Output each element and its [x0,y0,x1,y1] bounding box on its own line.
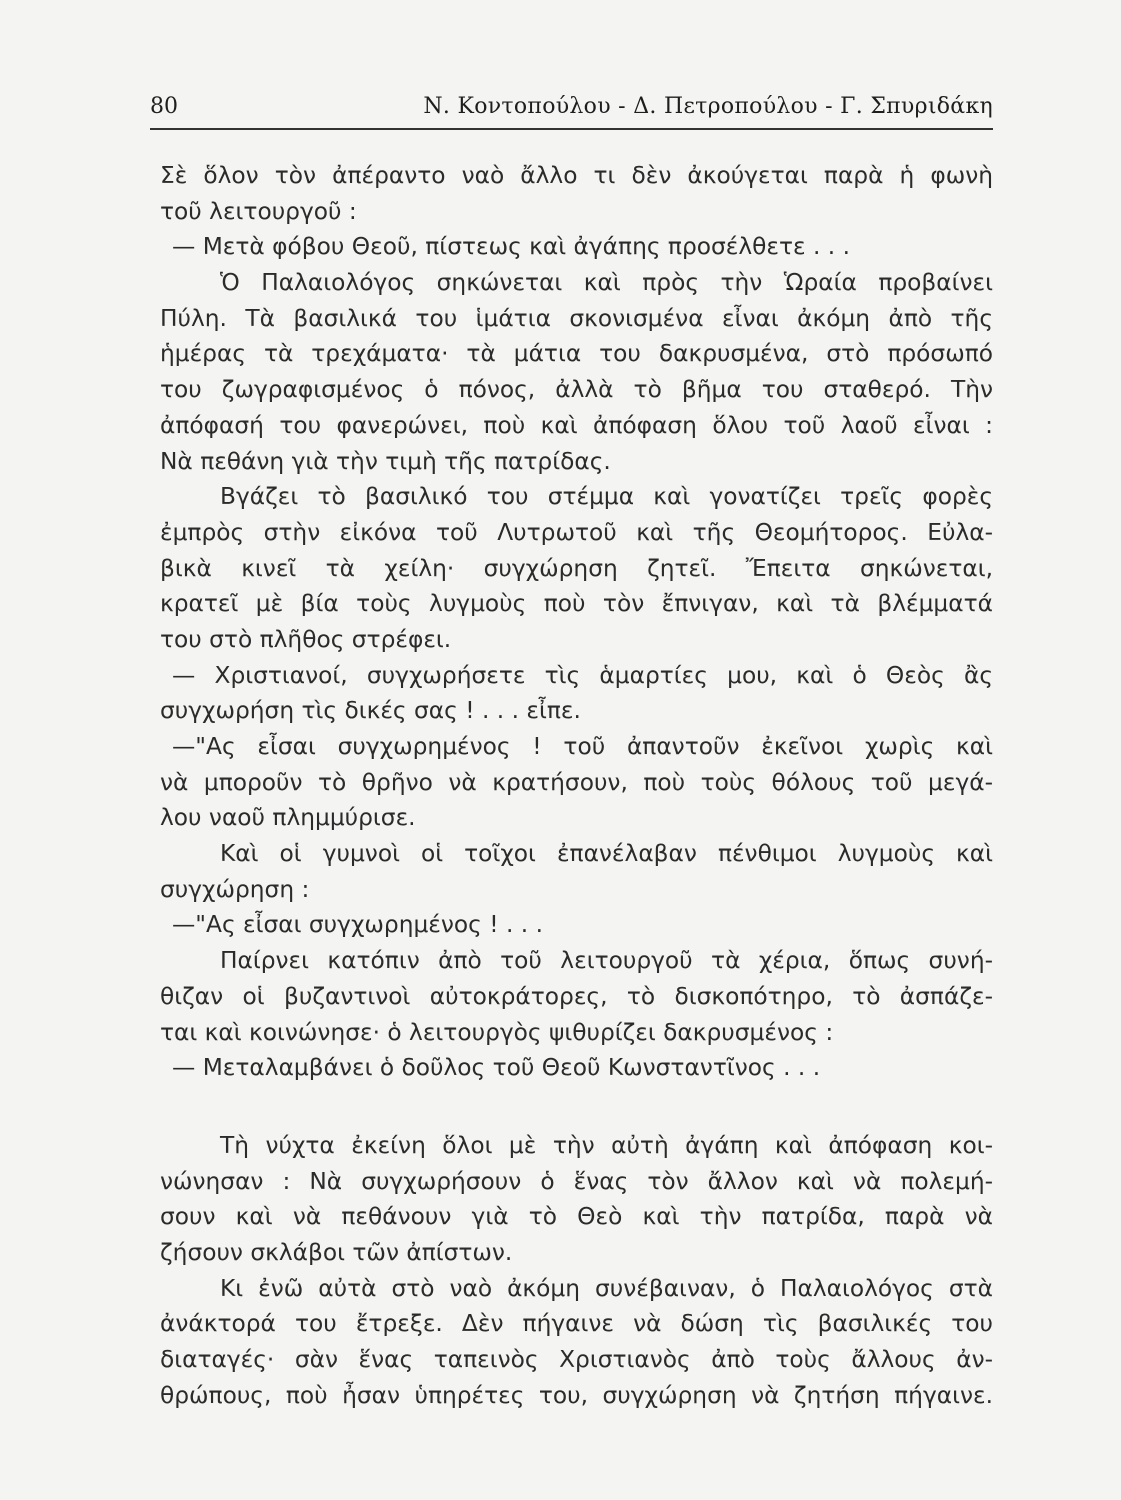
text-line: ἀπόφασή του φανερώνει, ποὺ καὶ ἀπόφαση ὅλου τοῦ λαοῦ εἶναι : [160,411,993,439]
text-line: του στὸ πλῆθος στρέφει. [160,625,452,653]
text-line: σουν καὶ νὰ πεθάνουν γιὰ τὸ Θεὸ καὶ τὴν πατρίδα, παρὰ νὰ [160,1203,993,1231]
text-line: θρώπους, ποὺ ἦσαν ὑπηρέτες του, συγχώρηση νὰ ζητήση πήγαινε. [160,1381,993,1409]
text-line: λου ναοῦ πλημμύρισε. [160,804,416,832]
text-line: θιζαν οἱ βυζαντινοὶ αὐτοκράτορες, τὸ δισκοπότηρο, τὸ ἀσπάζε- [160,982,993,1010]
text-line: τοῦ λειτουργοῦ : [160,197,357,225]
running-head: Ν. Κοντοπούλου - Δ. Πετροπούλου - Γ. Σπυριδάκη [423,94,993,119]
text-line: —"Ας εἶσαι συγχωρημένος ! . . . [172,911,543,939]
text-line: του ζωγραφισμένος ὁ πόνος, ἀλλὰ τὸ βῆμα του σταθερό. Τὴν [160,376,993,404]
body-text [160,158,993,1413]
text-line: — Χριστιανοί, συγχωρήσετε τὶς ἁμαρτίες μου, καὶ ὁ Θεὸς ἂς [172,661,993,689]
text-line: διαταγές· σὰν ἕνας ταπεινὸς Χριστιανὸς ἀπὸ τοὺς ἄλλους ἀν- [160,1346,993,1373]
text-line: συγχώρηση : [160,875,310,903]
text-line: Πύλη. Τὰ βασιλικά του ἱμάτια σκονισμένα εἶναι ἀκόμη ἀπὸ τῆς [160,304,993,332]
text-line: —"Ας εἶσαι συγχωρημένος ! τοῦ ἀπαντοῦν ἐκεῖνοι χωρὶς καὶ [172,733,993,760]
text-line: ἀνάκτορά του ἔτρεξε. Δὲν πήγαινε νὰ δώση τὶς βασιλικές του [160,1310,993,1338]
page-header [150,94,993,130]
text-line: ἡμέρας τὰ τρεχάματα· τὰ μάτια του δακρυσμένα, στὸ πρόσωπό [160,340,993,368]
header-rule [150,128,993,130]
text-line: βικὰ κινεῖ τὰ χείλη· συγχώρηση ζητεῖ. Ἔπειτα σηκώνεται, [160,554,993,582]
section-gap [160,1086,993,1128]
text-line: Ὁ Παλαιολόγος σηκώνεται καὶ πρὸς τὴν Ὡραία προβαίνει [220,269,993,297]
page-number: 80 [150,94,178,119]
text-line: Σὲ ὅλον τὸν ἀπέραντο ναὸ ἄλλο τι δὲν ἀκούγεται παρὰ ἡ φωνὴ [160,162,993,189]
text-line: ται καὶ κοινώνησε· ὁ λειτουργὸς ψιθυρίζει δακρυσμένος : [160,1018,834,1046]
text-line: νώνησαν : Νὰ συγχωρήσουν ὁ ἕνας τὸν ἄλλον καὶ νὰ πολεμή- [160,1167,993,1195]
text-line: — Μετὰ φόβου Θεοῦ, πίστεως καὶ ἀγάπης προσέλθετε . . . [172,233,851,261]
text-line: κρατεῖ μὲ βία τοὺς λυγμοὺς ποὺ τὸν ἔπνιγαν, καὶ τὰ βλέμματά [160,590,993,618]
text-line: συγχωρήση τὶς δικές σας ! . . . εἶπε. [160,697,581,725]
text-line: Καὶ οἱ γυμνοὶ οἱ τοῖχοι ἐπανέλαβαν πένθιμοι λυγμοὺς καὶ [220,840,993,868]
text-line: Τὴ νύχτα ἐκείνη ὅλοι μὲ τὴν αὐτὴ ἀγάπη καὶ ἀπόφαση κοι- [220,1131,993,1159]
text-line: ἐμπρὸς στὴν εἰκόνα τοῦ Λυτρωτοῦ καὶ τῆς Θεομήτορος. Εὐλα- [160,518,993,546]
text-line: Κι ἐνῶ αὐτὰ στὸ ναὸ ἀκόμη συνέβαιναν, ὁ Παλαιολόγος στὰ [220,1274,993,1302]
text-line: Βγάζει τὸ βασιλικό του στέμμα καὶ γονατίζει τρεῖς φορὲς [220,483,993,511]
text-line: Νὰ πεθάνη γιὰ τὴν τιμὴ τῆς πατρίδας. [160,447,611,475]
text-line: Παίρνει κατόπιν ἀπὸ τοῦ λειτουργοῦ τὰ χέρια, ὅπως συνή- [220,947,993,975]
text-line: ζήσουν σκλάβοι τῶν ἀπίστων. [160,1238,513,1266]
text-line: — Μεταλαμβάνει ὁ δοῦλος τοῦ Θεοῦ Κωνσταντῖνος . . . [172,1054,821,1082]
text-line: νὰ μποροῦν τὸ θρῆνο νὰ κρατήσουν, ποὺ τοὺς θόλους τοῦ μεγά- [160,768,993,796]
